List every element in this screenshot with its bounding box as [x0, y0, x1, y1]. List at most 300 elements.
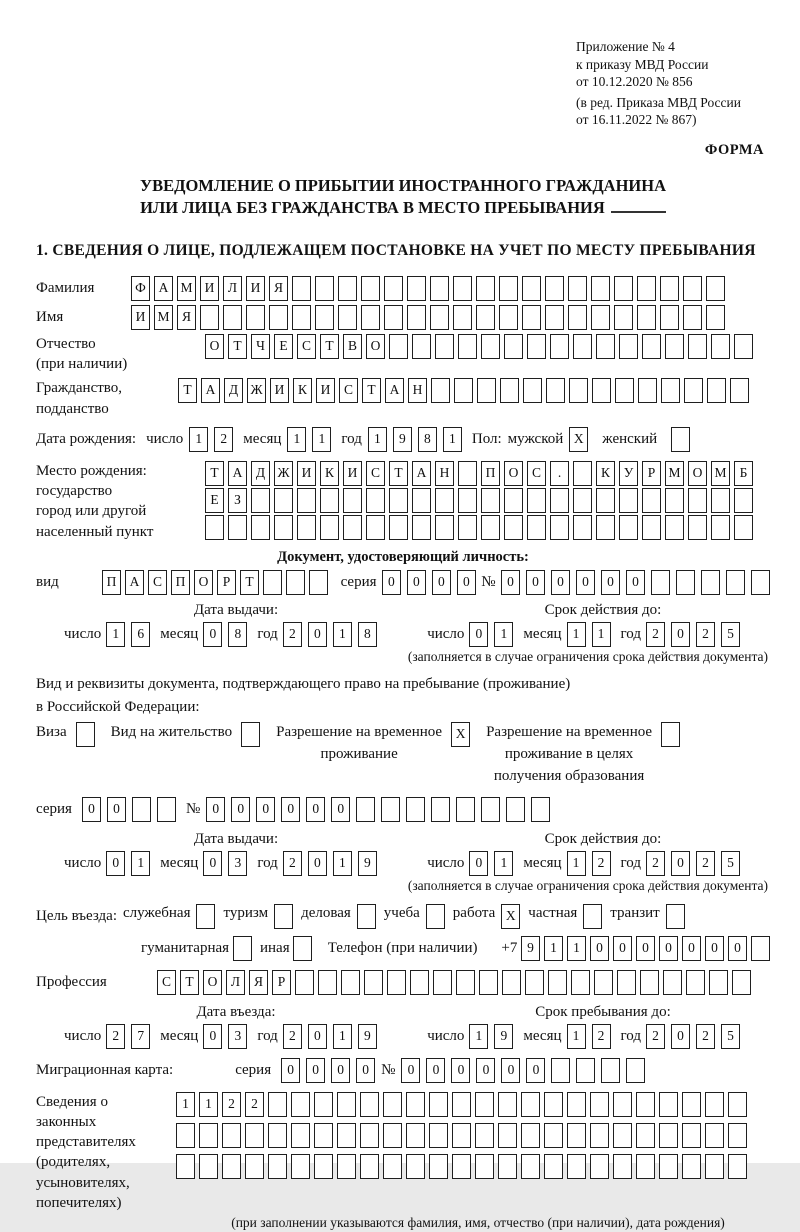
birth-year-cells	[368, 427, 462, 452]
char-cell	[640, 970, 659, 995]
option-temp-residence-education	[486, 722, 680, 787]
char-cell: И	[131, 305, 150, 330]
char-cell: С	[339, 378, 358, 403]
char-cell	[576, 1058, 595, 1083]
citizenship-cells	[178, 378, 749, 403]
char-cell	[525, 970, 544, 995]
char-cell	[366, 515, 385, 540]
char-cell: 2	[646, 622, 665, 647]
char-cell: 1	[567, 622, 586, 647]
day-label: число	[427, 625, 465, 642]
char-cell: 0	[308, 1024, 327, 1049]
purpose-tourism-label: туризм	[223, 904, 269, 921]
char-cell	[550, 334, 569, 359]
char-cell	[176, 1123, 195, 1148]
purpose-work-checkbox	[501, 904, 520, 929]
purpose-other-label: иная	[259, 940, 290, 957]
char-cell: 2	[283, 851, 302, 876]
issue-day-cells	[106, 622, 150, 647]
char-cell: 0	[281, 1058, 300, 1083]
migration-number-cells	[401, 1058, 645, 1083]
char-cell	[502, 970, 521, 995]
char-cell	[387, 970, 406, 995]
purpose-tourism-checkbox	[274, 904, 293, 929]
valid-day-cells	[469, 851, 513, 876]
issue-date-heading: Дата выдачи:	[193, 831, 279, 848]
option-visa	[36, 722, 95, 747]
char-cell	[429, 1123, 448, 1148]
char-cell	[274, 515, 293, 540]
char-cell: .	[550, 461, 569, 486]
phone-label: Телефон (при наличии)	[327, 940, 478, 957]
char-cell	[314, 1092, 333, 1117]
patronymic-label-line1: Отчество	[36, 335, 96, 352]
field-patronymic	[36, 334, 770, 375]
char-cell	[665, 334, 684, 359]
char-cell	[454, 378, 473, 403]
char-cell	[709, 970, 728, 995]
char-cell: 0	[331, 797, 350, 822]
section1-heading: 1. СВЕДЕНИЯ О ЛИЦЕ, ПОДЛЕЖАЩЕМ ПОСТАНОВКЕ НА УЧЕТ ПО МЕСТУ ПРЕБЫВАНИЯ	[36, 242, 756, 260]
identity-doc-kind-label: вид	[36, 574, 59, 591]
name-cells	[131, 305, 725, 330]
char-cell	[205, 515, 224, 540]
char-cell	[384, 305, 403, 330]
entry-date	[64, 1024, 377, 1049]
char-cell: 0	[426, 1058, 445, 1083]
surname-cells	[131, 276, 725, 301]
char-cell	[688, 334, 707, 359]
char-cell	[498, 1092, 517, 1117]
char-cell: Л	[223, 276, 242, 301]
char-cell	[228, 515, 247, 540]
char-cell	[295, 970, 314, 995]
birth-month-cells	[287, 427, 331, 452]
char-cell: 0	[451, 1058, 470, 1083]
option-temp-residence-education-label-line: получения образования	[493, 767, 645, 784]
char-cell: 1	[131, 851, 150, 876]
char-cell	[241, 722, 260, 747]
char-cell: О	[688, 461, 707, 486]
day-label: число	[64, 625, 102, 642]
char-cell	[458, 488, 477, 513]
char-cell: М	[711, 461, 730, 486]
char-cell: 1	[333, 622, 352, 647]
purpose-row2	[36, 936, 770, 961]
char-cell	[522, 305, 541, 330]
char-cell	[705, 1123, 724, 1148]
field-profession	[36, 970, 770, 995]
option-temp-residence-education-label-line: Разрешение на временное	[486, 724, 653, 741]
char-cell: 2	[245, 1092, 264, 1117]
char-cell: 1	[189, 427, 208, 452]
char-cell: А	[154, 276, 173, 301]
patronymic-cells	[205, 334, 753, 359]
char-cell: З	[228, 488, 247, 513]
char-cell	[544, 1154, 563, 1179]
char-cell: Р	[217, 570, 236, 595]
char-cell: 5	[721, 851, 740, 876]
stay-day-cells	[469, 1024, 513, 1049]
char-cell	[683, 276, 702, 301]
char-cell: 8	[358, 622, 377, 647]
birth-place-label-line: населенный пункт	[36, 523, 154, 540]
char-cell: А	[201, 378, 220, 403]
char-cell: 2	[106, 1024, 125, 1049]
birth-place-cells-row2	[205, 488, 753, 513]
option-residence-permit-checkbox	[241, 722, 260, 747]
year-label: год	[257, 1027, 278, 1044]
char-cell	[246, 305, 265, 330]
char-cell	[527, 515, 546, 540]
char-cell	[614, 276, 633, 301]
char-cell: И	[297, 461, 316, 486]
char-cell	[315, 276, 334, 301]
birth-day-cells	[189, 427, 233, 452]
entry-year-cells	[283, 1024, 377, 1049]
year-label: год	[257, 855, 278, 872]
valid-month-cells	[567, 851, 611, 876]
char-cell	[233, 936, 252, 961]
char-cell	[688, 515, 707, 540]
char-cell: 1	[494, 622, 513, 647]
valid-until-heading: Срок действия до:	[544, 601, 662, 618]
valid-until-heading: Срок действия до:	[544, 831, 662, 848]
residence-doc-line2: в Российской Федерации:	[36, 699, 200, 716]
char-cell	[706, 305, 725, 330]
char-cell	[683, 305, 702, 330]
char-cell	[357, 904, 376, 929]
char-cell	[222, 1123, 241, 1148]
char-cell: Я	[177, 305, 196, 330]
char-cell	[406, 1092, 425, 1117]
char-cell: 2	[283, 622, 302, 647]
char-cell	[200, 305, 219, 330]
char-cell	[430, 305, 449, 330]
char-cell	[615, 378, 634, 403]
appendix-line: к приказу МВД России	[576, 56, 709, 72]
purpose-humanitarian-checkbox	[233, 936, 252, 961]
purpose-private-label: частная	[528, 904, 578, 921]
char-cell	[711, 515, 730, 540]
purpose-label: Цель въезда:	[36, 908, 117, 925]
char-cell: С	[297, 334, 316, 359]
char-cell	[728, 1123, 747, 1148]
residence-doc-dates	[36, 851, 770, 876]
birth-place-label-line: государство	[36, 483, 113, 500]
char-cell	[663, 970, 682, 995]
char-cell: 2	[696, 622, 715, 647]
char-cell	[601, 1058, 620, 1083]
representatives-cell-rows	[176, 1092, 747, 1181]
char-cell	[269, 305, 288, 330]
appendix-line: от 10.12.2020 № 856	[576, 74, 693, 90]
char-cell	[637, 305, 656, 330]
issue-month-cells	[203, 851, 247, 876]
char-cell	[567, 1154, 586, 1179]
char-cell	[76, 722, 95, 747]
char-cell	[568, 276, 587, 301]
char-cell	[661, 722, 680, 747]
month-label: месяц	[160, 1027, 199, 1044]
char-cell	[619, 334, 638, 359]
char-cell	[676, 570, 695, 595]
char-cell	[548, 970, 567, 995]
char-cell	[412, 515, 431, 540]
char-cell	[569, 378, 588, 403]
char-cell: Т	[178, 378, 197, 403]
char-cell	[337, 1123, 356, 1148]
char-cell	[309, 570, 328, 595]
char-cell: 1	[443, 427, 462, 452]
char-cell: Д	[251, 461, 270, 486]
char-cell: 9	[358, 1024, 377, 1049]
day-label: число	[64, 1027, 102, 1044]
sex-label: Пол:	[471, 430, 502, 447]
char-cell	[626, 1058, 645, 1083]
birth-place-cells-row3	[205, 515, 753, 540]
representatives-cells-row1	[176, 1092, 747, 1117]
char-cell: X	[501, 904, 520, 929]
validity-note: (заполняется в случае ограничения срока действия документа)	[407, 648, 768, 664]
char-cell: П	[102, 570, 121, 595]
char-cell	[550, 515, 569, 540]
char-cell	[527, 488, 546, 513]
char-cell	[637, 276, 656, 301]
char-cell: П	[481, 461, 500, 486]
char-cell: 0	[526, 1058, 545, 1083]
month-label: месяц	[523, 855, 562, 872]
char-cell: 0	[256, 797, 275, 822]
char-cell	[157, 797, 176, 822]
char-cell: Я	[269, 276, 288, 301]
char-cell	[659, 1154, 678, 1179]
char-cell: 0	[501, 570, 520, 595]
char-cell: С	[366, 461, 385, 486]
char-cell	[498, 1123, 517, 1148]
char-cell	[430, 276, 449, 301]
char-cell: Ж	[274, 461, 293, 486]
field-birth-place	[36, 461, 770, 542]
purpose-business-label: деловая	[301, 904, 351, 921]
stay-until-heading: Срок пребывания до:	[535, 1003, 671, 1020]
char-cell	[573, 515, 592, 540]
stay-year-cells	[646, 1024, 740, 1049]
purpose-private	[528, 904, 602, 929]
purpose-humanitarian-label: гуманитарная	[141, 940, 230, 957]
char-cell	[573, 334, 592, 359]
char-cell	[452, 1154, 471, 1179]
char-cell: Я	[249, 970, 268, 995]
char-cell: 0	[551, 570, 570, 595]
stay-until-date	[427, 1024, 740, 1049]
char-cell	[407, 276, 426, 301]
char-cell: 0	[671, 851, 690, 876]
char-cell	[590, 1092, 609, 1117]
char-cell	[361, 305, 380, 330]
residence-number-label: №	[185, 801, 201, 818]
option-temp-residence	[276, 722, 470, 766]
residence-number-cells	[206, 797, 550, 822]
identity-doc-number-cells	[501, 570, 770, 595]
char-cell	[500, 378, 519, 403]
month-label: месяц	[243, 430, 282, 447]
char-cell	[613, 1092, 632, 1117]
char-cell: 2	[646, 851, 665, 876]
char-cell	[590, 1123, 609, 1148]
char-cell	[732, 970, 751, 995]
representatives-label-line: законных	[36, 1113, 97, 1130]
char-cell: С	[527, 461, 546, 486]
representatives-note: (при заполнении указываются фамилия, имя, отчество (при наличии), дата рождения)	[231, 1215, 725, 1231]
char-cell	[614, 305, 633, 330]
char-cell	[705, 1154, 724, 1179]
char-cell	[550, 488, 569, 513]
form-title-line2: ИЛИ ЛИЦА БЕЗ ГРАЖДАНСТВА В МЕСТО ПРЕБЫВАНИЯ	[36, 197, 770, 219]
char-cell: 1	[567, 936, 586, 961]
representatives-label-line: попечителях)	[36, 1194, 122, 1211]
entry-month-cells	[203, 1024, 247, 1049]
identity-doc-series-label: серия	[340, 574, 377, 591]
char-cell	[456, 797, 475, 822]
char-cell	[671, 427, 690, 452]
sex-female-checkbox	[671, 427, 690, 452]
char-cell: У	[619, 461, 638, 486]
char-cell: Р	[642, 461, 661, 486]
month-label: месяц	[160, 625, 199, 642]
birth-place-label-line: Место рождения:	[36, 462, 147, 479]
char-cell	[659, 1092, 678, 1117]
char-cell	[666, 904, 685, 929]
char-cell	[521, 1123, 540, 1148]
char-cell	[476, 276, 495, 301]
char-cell	[591, 276, 610, 301]
year-label: год	[341, 430, 362, 447]
char-cell	[293, 936, 312, 961]
validity-note: (заполняется в случае ограничения срока действия документа)	[407, 878, 768, 894]
char-cell	[361, 276, 380, 301]
char-cell	[475, 1123, 494, 1148]
char-cell: 1	[287, 427, 306, 452]
field-name	[36, 305, 770, 330]
char-cell: 0	[306, 1058, 325, 1083]
char-cell	[522, 276, 541, 301]
char-cell	[567, 1123, 586, 1148]
issue-month-cells	[203, 622, 247, 647]
char-cell	[684, 378, 703, 403]
citizenship-label-line1: Гражданство,	[36, 380, 123, 397]
char-cell	[452, 1123, 471, 1148]
char-cell	[504, 515, 523, 540]
char-cell	[504, 488, 523, 513]
char-cell: Д	[224, 378, 243, 403]
char-cell	[341, 970, 360, 995]
issue-date-heading: Дата выдачи:	[193, 601, 279, 618]
char-cell: 1	[368, 427, 387, 452]
char-cell: И	[270, 378, 289, 403]
appendix-line: Приложение № 4	[576, 39, 675, 54]
patronymic-label-line2: (при наличии)	[36, 356, 128, 373]
char-cell	[263, 570, 282, 595]
char-cell: 0	[526, 570, 545, 595]
char-cell: 0	[206, 797, 225, 822]
purpose-official	[123, 904, 216, 929]
char-cell	[751, 936, 770, 961]
char-cell	[551, 1058, 570, 1083]
char-cell	[734, 515, 753, 540]
residence-issue-date	[64, 851, 377, 876]
char-cell	[594, 970, 613, 995]
representatives-label-line: (родителях,	[36, 1154, 111, 1171]
char-cell	[458, 515, 477, 540]
char-cell	[453, 305, 472, 330]
char-cell	[383, 1154, 402, 1179]
char-cell: 0	[626, 570, 645, 595]
field-surname	[36, 276, 770, 301]
char-cell	[707, 378, 726, 403]
char-cell: Т	[240, 570, 259, 595]
char-cell	[591, 305, 610, 330]
char-cell: Т	[180, 970, 199, 995]
purpose-row	[36, 904, 770, 929]
year-label: год	[620, 1027, 641, 1044]
phone-prefix: +7	[501, 940, 518, 957]
char-cell	[682, 1154, 701, 1179]
day-label: число	[427, 855, 465, 872]
char-cell	[223, 305, 242, 330]
purpose-official-label: служебная	[122, 904, 191, 921]
char-cell	[661, 378, 680, 403]
char-cell	[338, 305, 357, 330]
char-cell	[132, 797, 151, 822]
char-cell	[406, 1154, 425, 1179]
char-cell	[286, 570, 305, 595]
name-label: Имя	[36, 308, 64, 325]
char-cell: 0	[407, 570, 426, 595]
char-cell	[381, 797, 400, 822]
char-cell	[583, 904, 602, 929]
field-citizenship	[36, 378, 770, 419]
day-label: число	[427, 1027, 465, 1044]
char-cell	[636, 1123, 655, 1148]
purpose-tourism	[223, 904, 293, 929]
char-cell: 0	[82, 797, 101, 822]
birth-place-cells-row1	[205, 461, 753, 486]
char-cell	[406, 1123, 425, 1148]
form-title-line1: УВЕДОМЛЕНИЕ О ПРИБЫТИИ ИНОСТРАННОГО ГРАЖДАНИНА	[139, 175, 667, 195]
char-cell: X	[569, 427, 588, 452]
char-cell	[546, 378, 565, 403]
char-cell: 0	[671, 1024, 690, 1049]
char-cell: О	[504, 461, 523, 486]
char-cell	[660, 305, 679, 330]
representatives-label-line: представителях	[36, 1134, 136, 1151]
char-cell: 1	[199, 1092, 218, 1117]
char-cell	[728, 1092, 747, 1117]
char-cell	[619, 515, 638, 540]
sex-male-label: мужской	[507, 430, 564, 447]
purpose-work-label: работа	[452, 904, 496, 921]
purpose-business	[301, 904, 376, 929]
char-cell	[475, 1092, 494, 1117]
char-cell	[410, 970, 429, 995]
valid-month-cells	[567, 622, 611, 647]
purpose-business-checkbox	[357, 904, 376, 929]
identity-doc-heading: Документ, удостоверяющий личность:	[277, 548, 529, 565]
char-cell: Ч	[251, 334, 270, 359]
char-cell	[596, 334, 615, 359]
char-cell: К	[293, 378, 312, 403]
